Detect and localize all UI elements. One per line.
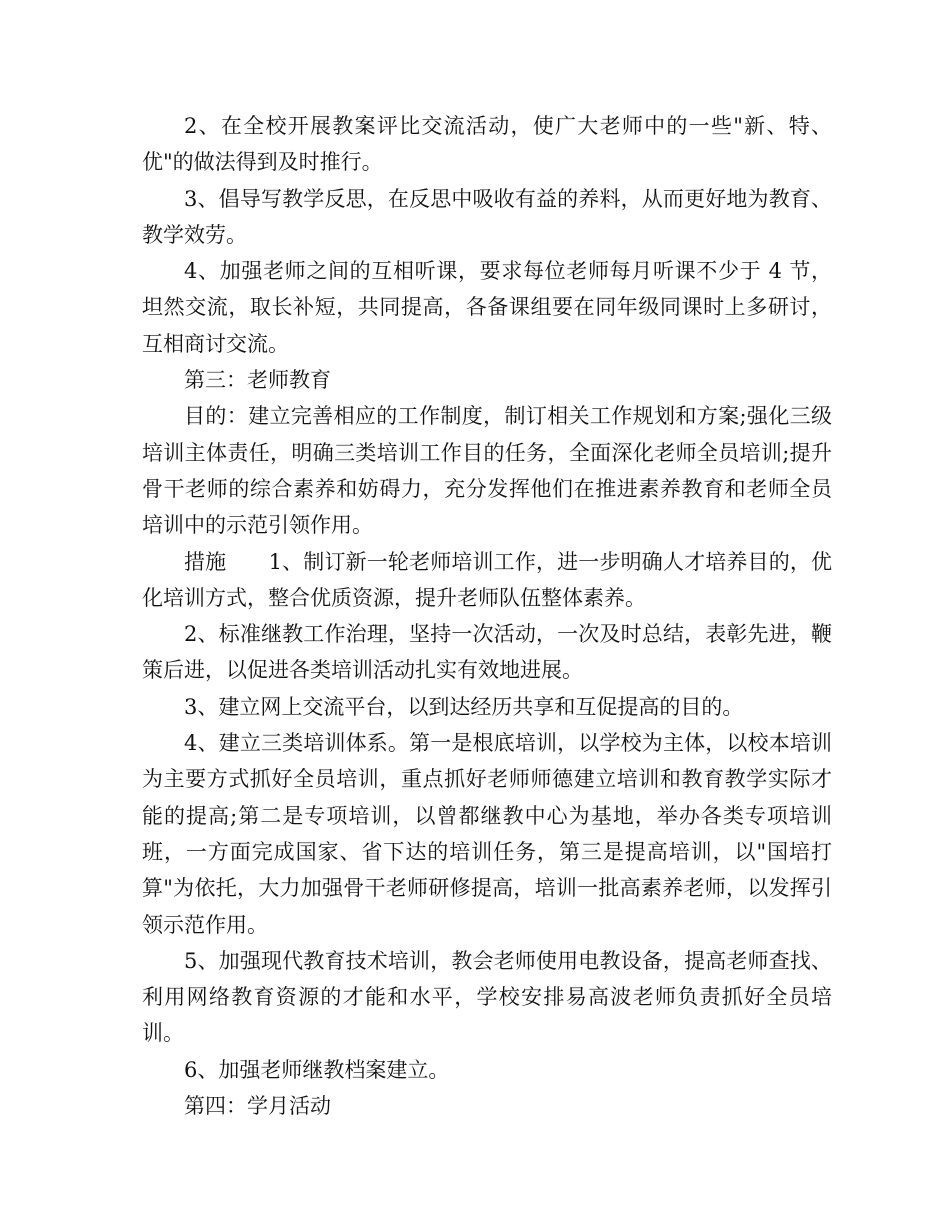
paragraph-measures: 措施 1、制订新一轮老师培训工作，进一步明确人才培养目的，优化培训方式，整合优质资源，提升老师队伍整体素养。 bbox=[142, 549, 832, 610]
paragraph-technology-training: 5、加强现代教育技术培训，教会老师使用电教设备，提高老师查找、利用网络教育资源的才能和水平，学校安排易高波老师负责抓好全员培训。 bbox=[142, 948, 832, 1046]
paragraph-teaching-reflection: 3、倡导写教学反思，在反思中吸收有益的养料，从而更好地为教育、教学效劳。 bbox=[142, 186, 832, 247]
section-heading-monthly-activities: 第四：学月活动 bbox=[184, 1094, 331, 1119]
paragraph-online-platform: 3、建立网上交流平台，以到达经历共享和互促提高的目的。 bbox=[184, 694, 744, 719]
paragraph-archive: 6、加强老师继教档案建立。 bbox=[184, 1057, 450, 1082]
paragraph-lesson-observation: 4、加强老师之间的互相听课，要求每位老师每月听课不少于 4 节，坦然交流，取长补短，共同提高，各备课组要在同年级同课时上多研讨，互相商讨交流。 bbox=[142, 259, 832, 356]
paragraph-objective: 目的：建立完善相应的工作制度，制订相关工作规划和方案;强化三级培训主体责任，明确三类培训工作目的任务，全面深化老师全员培训;提升骨干老师的综合素养和妨碍力，充分发挥他们在推进素养教育和老师全员培训中的示范引领作用。 bbox=[142, 404, 832, 538]
document-body bbox=[142, 108, 832, 1124]
paragraph-teaching-plan-contest: 2、在全校开展教案评比交流活动，使广大老师中的一些"新、特、优"的做法得到及时推行。 bbox=[142, 114, 832, 175]
paragraph-training-system: 4、建立三类培训体系。第一是根底培训，以学校为主体，以校本培训为主要方式抓好全员培训，重点抓好老师师德建立培训和教育教学实际才能的提高;第二是专项培训，以曾都继教中心为基地，举办各类专项培训班，一方面完成国家、省下达的培训任务，第三是提高培训，以"国培打算"为依托，大力加强骨干老师研修提高，培训一批高素养老师，以发挥引领示范作用。 bbox=[142, 731, 832, 937]
section-heading-teacher-education: 第三：老师教育 bbox=[184, 368, 331, 393]
paragraph-standard-management: 2、标准继教工作治理，坚持一次活动，一次及时总结，表彰先进，鞭策后进，以促进各类培训活动扎实有效地进展。 bbox=[142, 622, 832, 683]
